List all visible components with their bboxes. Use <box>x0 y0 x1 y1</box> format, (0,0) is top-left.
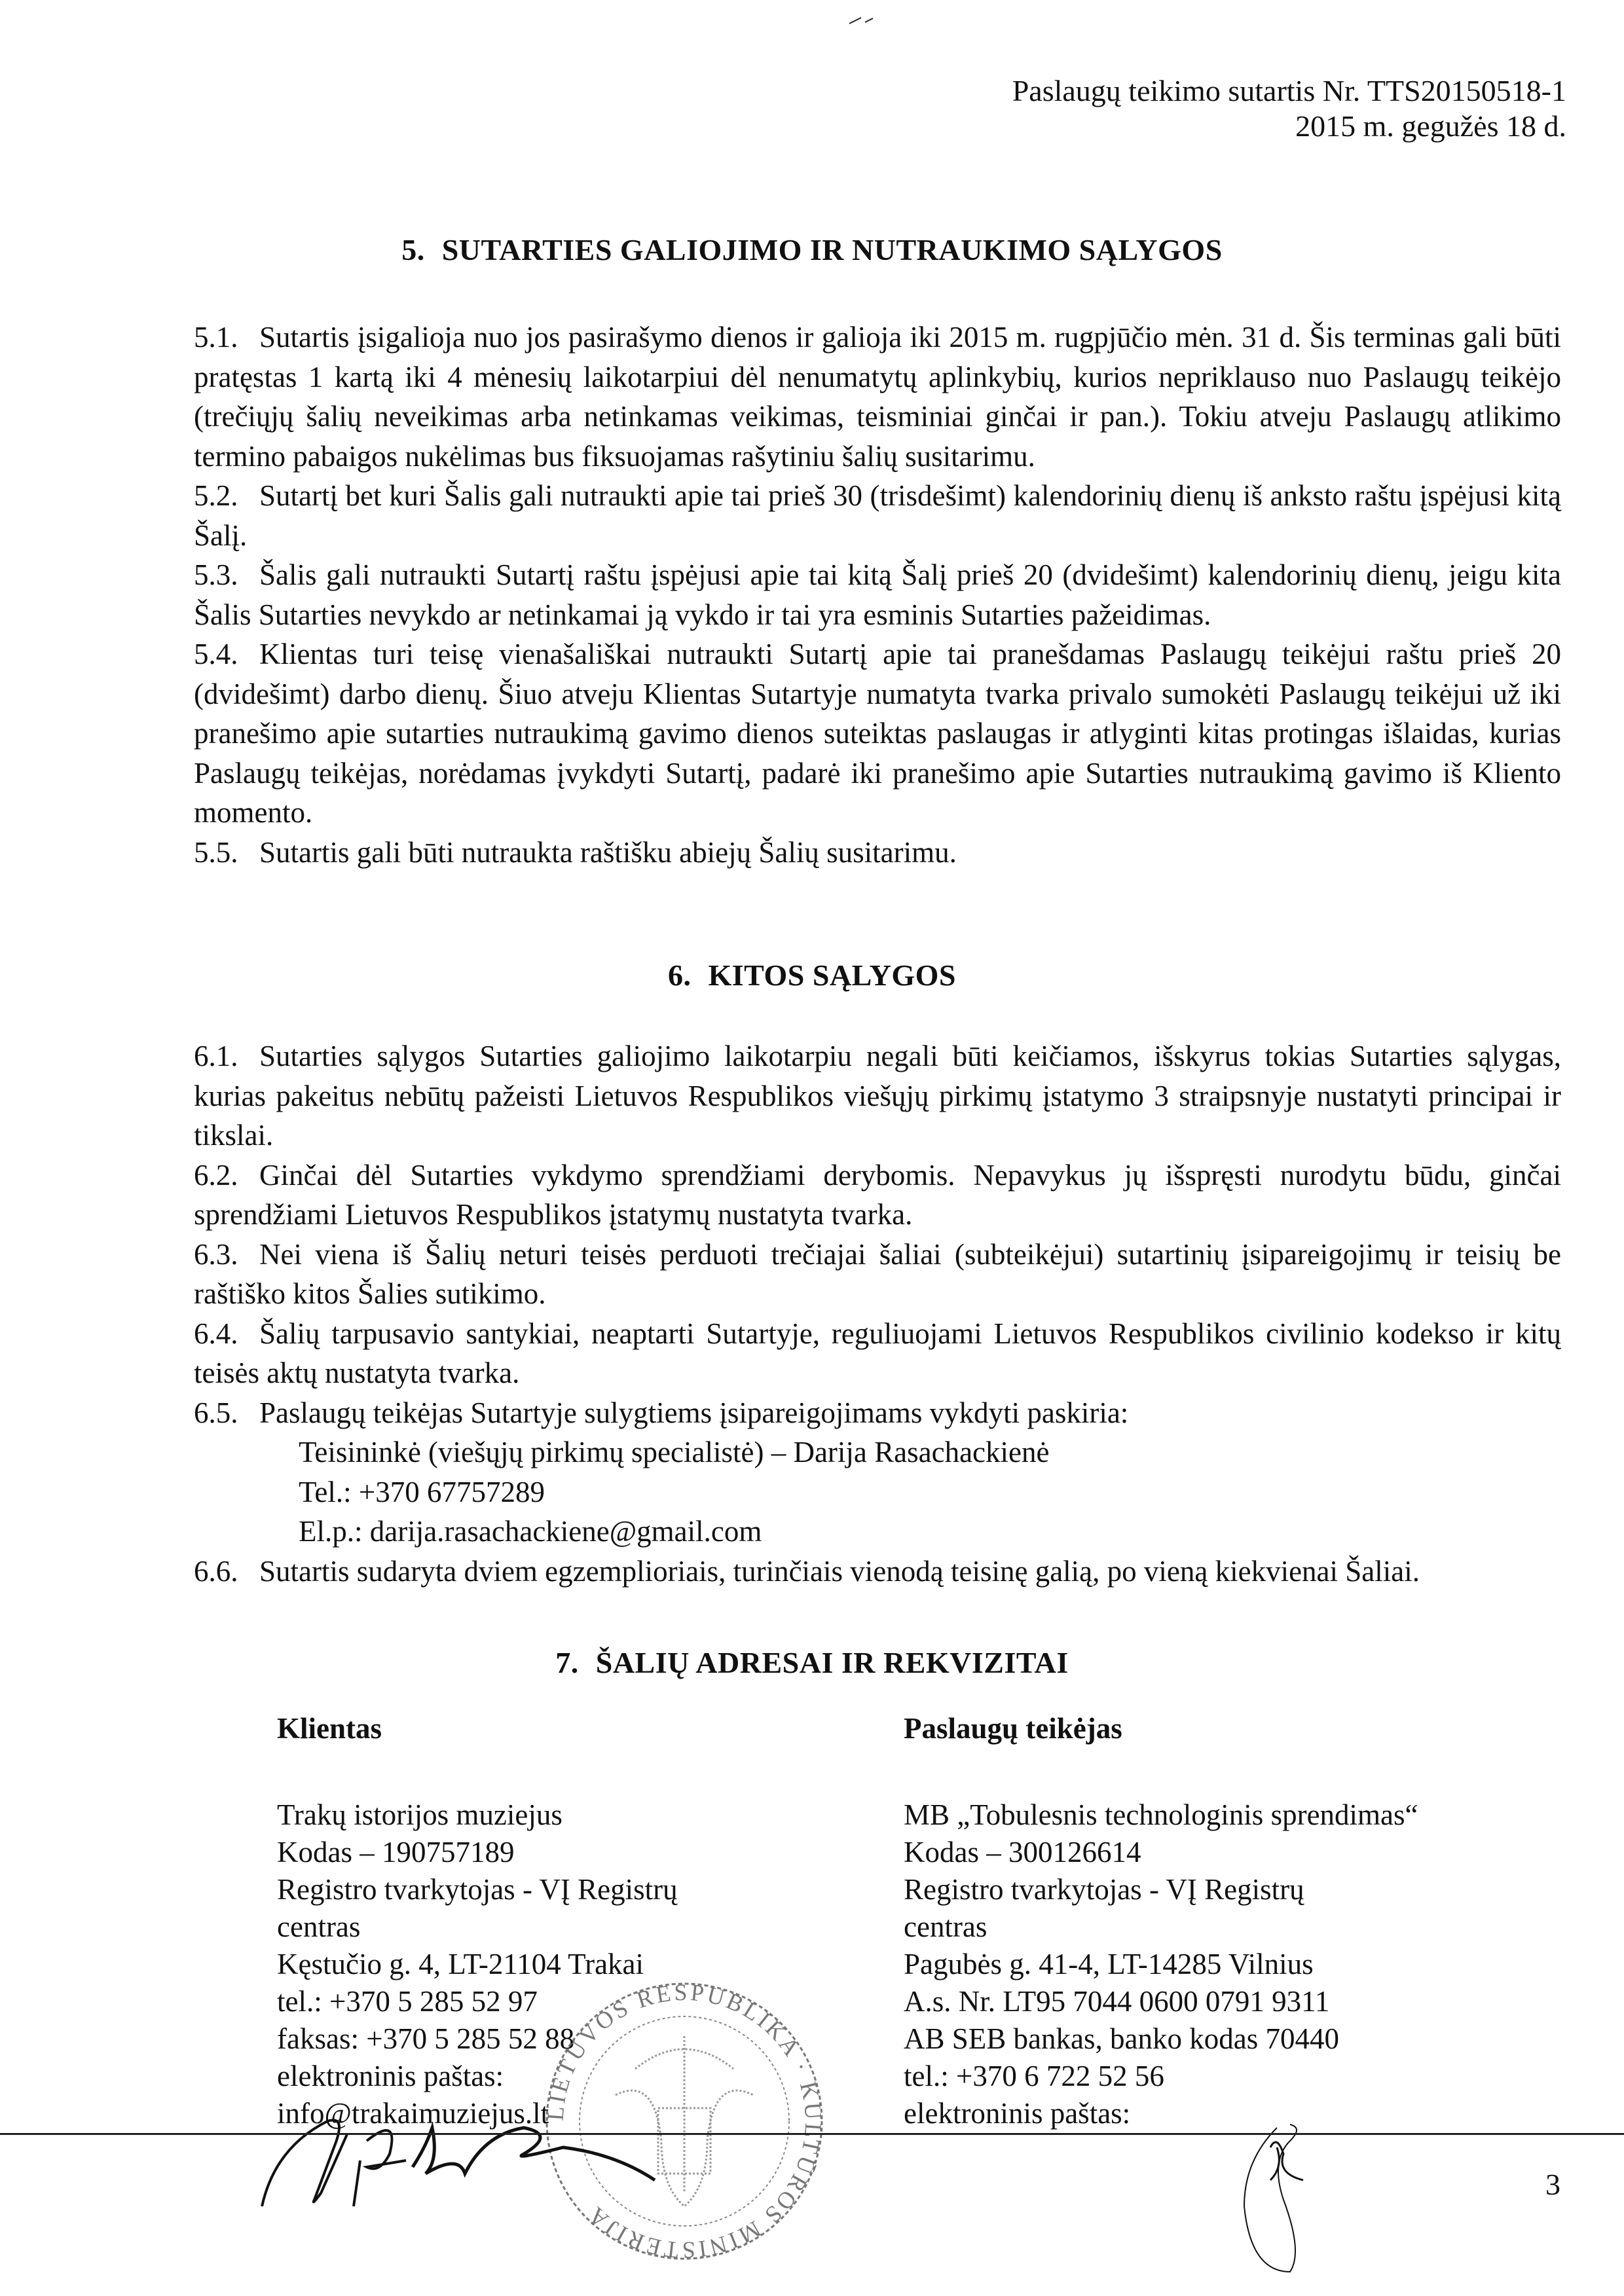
clause-6-3 <box>194 1235 1561 1314</box>
client-code: Kodas – 190757189 <box>277 1836 515 1868</box>
provider-bank: AB SEB bankas, banko kodas 70440 <box>904 2022 1339 2055</box>
client-fax: faksas: +370 5 285 52 88 <box>277 2022 575 2055</box>
section-number: 7. <box>555 1646 579 1679</box>
clause-number: 5.4. <box>194 638 238 670</box>
provider-heading: Paslaugų teikėjas <box>904 1712 1122 1745</box>
section-7-title <box>0 1645 1624 1681</box>
clause-5-5 <box>194 833 1561 873</box>
provider-phone: tel.: +370 6 722 52 56 <box>904 2060 1164 2092</box>
provider-registry-cont: centras <box>904 1910 987 1943</box>
clause-text: Sutartis įsigalioja nuo jos pasirašymo dienos ir galioja iki 2015 m. rugpjūčio mėn. 31 d. Šis terminas gali būti pratęstas 1 kartą iki 4 mėnesių laikotarpiui dėl nenumatytų aplinkybių, kurios nepriklauso nuo Paslaugų teikėjo (trečiųjų šalių neveikimas arba netinkamas veikimas, teisminiai ginčai ir pan.). Tokiu atveju Paslaugų atlikimo termino pabaigos nukėlimas bus fiksuojamas rašytiniu šalių susitarimu. <box>194 321 1561 473</box>
clause-text: Sutartis sudaryta dviem egzemplioriais, turinčiais vienodą teisinę galią, po vieną kiekvienai Šaliai. <box>259 1554 1420 1588</box>
clause-text: Nei viena iš Šalių neturi teisės perduoti trečiajai šaliai (subteikėjui) sutartinių įsipareigojimų ir teisių be raštiško kitos Šalies sutikimo. <box>194 1237 1561 1310</box>
client-phone: tel.: +370 5 285 52 97 <box>277 1985 538 2018</box>
clause-5-2 <box>194 476 1561 555</box>
section-number: 6. <box>667 958 692 992</box>
clause-5-1 <box>194 318 1561 476</box>
section-number: 5. <box>401 233 425 266</box>
provider-code: Kodas – 300126614 <box>904 1836 1141 1868</box>
provider-registry: Registro tvarkytojas - VĮ Registrų <box>904 1873 1304 1906</box>
provider-details <box>904 1710 1493 2132</box>
client-email-label: elektroninis paštas: <box>277 2060 504 2092</box>
clause-number: 6.5. <box>194 1396 238 1429</box>
document-header <box>1012 73 1566 144</box>
client-signature-icon <box>249 2108 681 2219</box>
client-email: info@trakaimuziejus.lt <box>277 2097 549 2130</box>
clause-number: 5.1. <box>194 321 238 354</box>
clause-number: 5.3. <box>194 558 238 591</box>
provider-name: MB „Tobulesnis technologinis sprendimas“ <box>904 1798 1418 1831</box>
clause-5-4 <box>194 634 1561 833</box>
clause-number: 5.2. <box>194 479 238 512</box>
client-registry-cont: centras <box>277 1910 361 1943</box>
section-5-body <box>194 318 1561 872</box>
contract-date: 2015 m. gegužės 18 d. <box>1295 109 1566 143</box>
clause-text: Sutartį bet kuri Šalis gali nutraukti apie tai prieš 30 (trisdešimt) kalendorinių dienų iš anksto raštu įspėjusi kitą Šalį. <box>194 479 1561 552</box>
clause-text: Šalių tarpusavio santykiai, neaptarti Sutartyje, reguliuojami Lietuvos Respublikos civilinio kodekso ir kitų teisės aktų nustatyta tvarka. <box>194 1317 1561 1389</box>
clause-6-5 <box>194 1393 1561 1433</box>
clause-6-2 <box>194 1156 1561 1235</box>
section-heading: SUTARTIES GALIOJIMO IR NUTRAUKIMO SĄLYGOS <box>441 233 1223 266</box>
clause-text: Šalis gali nutraukti Sutartį raštu įspėjusi apie tai kitą Šalį prieš 20 (dvidešimt) kalendorinių dienų, jeigu kita Šalis Sutarties nevykdo ar netinkamai ją vykdo ir tai yra esminis Sutarties pažeidimas. <box>194 558 1561 631</box>
contact-person-role: Teisininkė (viešųjų pirkimų specialistė) – Darija Rasachackienė <box>299 1436 1050 1468</box>
clause-number: 6.2. <box>194 1158 238 1192</box>
clause-5-3 <box>194 555 1561 634</box>
client-registry: Registro tvarkytojas - VĮ Registrų <box>277 1873 678 1906</box>
scan-artifact-mark <box>848 16 887 25</box>
provider-bank-account: A.s. Nr. LT95 7044 0600 0791 9311 <box>904 1985 1330 2018</box>
clause-6-6 <box>194 1552 1561 1592</box>
client-heading: Klientas <box>277 1712 382 1745</box>
clause-number: 5.5. <box>194 835 238 869</box>
clause-text: Klientas turi teisę vienašališkai nutraukti Sutartį apie tai pranešdamas Paslaugų teikėjui raštu prieš 20 (dvidešimt) darbo dienų. Šiuo atveju Klientas Sutartyje numatyta tvarka privalo sumokėti Paslaugų teikėjui už iki pranešimo apie sutarties nutraukimą gavimo dienos suteiktas paslaugas ir atlyginti kitas protingas išlaidas, kurias Paslaugų teikėjas, norėdamas įvykdyti Sutartį, padarė iki pranešimo apie Sutarties nutraukimą gavimo iš Kliento momento. <box>194 638 1561 829</box>
section-heading: ŠALIŲ ADRESAI IR REKVIZITAI <box>595 1646 1069 1679</box>
contact-person-email: El.p.: darija.rasachackiene@gmail.com <box>299 1515 762 1548</box>
page-number: 3 <box>1545 2168 1560 2201</box>
clause-text: Sutarties sąlygos Sutarties galiojimo laikotarpiu negali būti keičiamos, išskyrus tokias Sutarties sąlygas, kurias pakeitus nebūtų pažeisti Lietuvos Respublikos viešųjų pirkimų įstatymo 3 straipsnyje nustatyti principai ir tikslai. <box>194 1040 1561 1152</box>
stamp-text: LIETUVOS RESPUBLIKA · KULTŪROS MINISTERIJA <box>542 1978 827 2264</box>
clause-number: 6.1. <box>194 1040 238 1072</box>
footer-divider <box>0 2133 1624 2135</box>
client-name: Trakų istorijos muziejus <box>277 1798 563 1831</box>
provider-signature-icon <box>1231 2121 1342 2278</box>
clause-text: Paslaugų teikėjas Sutartyje sulygtiems įsipareigojimams vykdyti paskiria: <box>259 1396 1129 1429</box>
provider-address: Pagubės g. 41-4, LT-14285 Vilnius <box>904 1948 1314 1980</box>
client-address: Kęstučio g. 4, LT-21104 Trakai <box>277 1948 644 1980</box>
clause-number: 6.3. <box>194 1237 238 1271</box>
clause-6-1 <box>194 1036 1561 1156</box>
contract-title: Paslaugų teikimo sutartis Nr. TTS20150518-1 <box>1012 74 1566 107</box>
clause-6-4 <box>194 1314 1561 1393</box>
section-heading: KITOS SĄLYGOS <box>708 958 957 992</box>
contact-person-phone: Tel.: +370 67757289 <box>299 1475 545 1508</box>
section-6-title <box>0 957 1624 994</box>
section-5-title <box>0 232 1624 268</box>
clause-number: 6.6. <box>194 1554 238 1588</box>
clause-text: Sutartis gali būti nutraukta raštišku abiejų Šalių susitarimu. <box>259 835 957 869</box>
section-6-body <box>194 1036 1561 1591</box>
provider-email-label: elektroninis paštas: <box>904 2097 1131 2130</box>
clause-number: 6.4. <box>194 1317 238 1350</box>
clause-text: Ginčai dėl Sutarties vykdymo sprendžiami derybomis. Nepavykus jų išspręsti nurodytu būdu, ginčai sprendžiami Lietuvos Respublikos įstatymų nustatyta tvarka. <box>194 1158 1561 1231</box>
